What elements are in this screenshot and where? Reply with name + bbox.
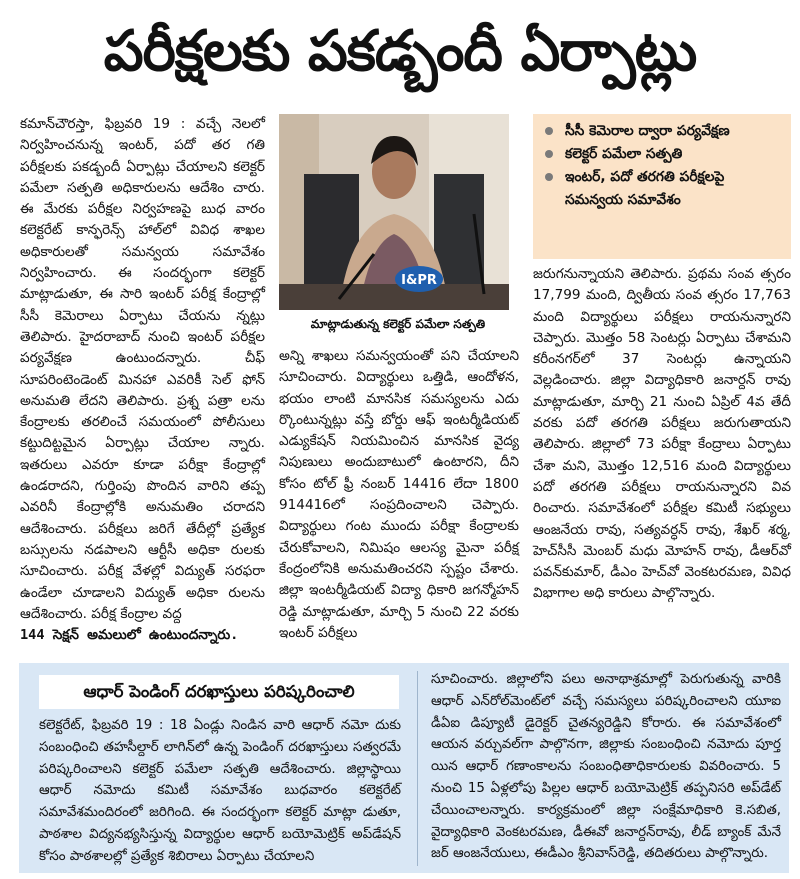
collector-photo-illustration: [279, 114, 509, 310]
aadhaar-news-box: [19, 663, 789, 873]
ipr-logo-text: I&PR: [401, 273, 437, 288]
highlight-item: [543, 120, 781, 143]
article-col1-para: కమాన్‌చౌరస్తా, ఫిబ్రవరి 19 : వచ్చే నెలలో నిర్వహించనున్న ఇంటర్, పదో తర గతి పరీక్షలకు పకడ్బందీ ఏర్పాట్లు చేయాలని కలెక్టర్ పమేలా సత్పతి అధికారులను ఆదేశిం చారు. ఈ మేరకు పరీక్షల నిర్వహణపై బుధ వారం కలెక్టరేట్ కాన్ఫరెన్స్ హాల్‌లో వివిధ శాఖల అధికారులతో సమన్వయ సమావేశం నిర్వహించారు. ఈ సందర్భంగా కలెక్టర్ మాట్లాడుతూ, ఈ సారి ఇంటర్ పరీక్ష కేంద్రాల్లో సీసీ కెమెరాలు ఏర్పాటు చేయను న్నట్లు తెలిపారు. హైదరాబాద్ నుంచి ఇంటర్ పరీక్షల పర్యవేక్షణ ఉంటుందన్నారు. చీఫ్ సూపరింటెండెంట్ మినహా ఎవరికీ సెల్ ఫోన్ అనుమతి లేదని తెలిపారు. ప్రశ్న పత్రా లను కేంద్రాలకు తరలించే సమయంలో పోలీసులు కట్టుదిట్టమైన ఏర్పాట్లు చేయాల న్నారు. ఇతరులు ఎవరూ కూడా పరీక్షా కేంద్రాల్లో ఉండరాదని, గుర్తింపు పొందిన వారిని తప్ప ఎవరినీ కేంద్రాల్లోకి అనుమతిం చరాదని ఆదేశించారు. పరీక్షలు జరిగే తేదీల్లో ప్రత్యేక బస్సులను నడపాలని ఆర్టీసీ అధికా రులకు సూచించారు. పరీక్ష వేళల్లో విద్యుత్ సరఫరా ఉండేలా చూడాలని విద్యుత్ అధికా రులను ఆదేశించారు. పరీక్ష కేంద్రాల వద్ద: [20, 116, 265, 622]
bullet-icon: [545, 127, 553, 135]
headline: పరీక్షలకు పకడ్బందీ ఏర్పాట్లు: [103, 19, 697, 84]
bullet-icon: [545, 150, 553, 158]
highlight-item: [543, 166, 781, 212]
highlight-text: సీసీ కెమెరాల ద్వారా పర్యవేక్షణ: [565, 123, 730, 139]
highlight-item: [543, 143, 781, 166]
box-headline: ఆధార్ పెండింగ్ దరఖాస్తులు పరిష్కరించాలి: [39, 675, 399, 709]
box-right-column: సూచించారు. జిల్లాలోని పలు అనాథాశ్రమాల్లో పెరుగుతున్న వారికి ఆధార్ ఎన్‌రోల్‌మెంట్‌లో వచ్చే సమస్యలు పరిష్కరించాలని యూఐ డీఏఐ డిప్యూటీ డైరెక్టర్ చైతన్యరెడ్డిని కోరారు. ఈ సమావేశంలో ఆయన వర్చువల్‌గా పాల్గొనగా, జిల్లాకు సంబంధించి నమోదు పూర్త యిన ఆధార్ గణాంకాలను సంబంధితాధికారులకు వివరించారు. 5 నుంచి 15 ఏళ్లలోపు పిల్లల ఆధార్ బయోమెట్రిక్ తప్పనిసరి అప్‌డేట్ చేయించాలన్నారు. కార్యక్రమంలో జిల్లా సంక్షేమాధికారి కె.సబిత, వైద్యాధికారి వెంకటరమణ, డీఈవో జనార్దన్‌రావు, లీడ్ బ్యాంక్ మేనే జర్ ఆంజనేయులు, ఈడీఎం శ్రీనివాస్‌రెడ్డి, తదితరులు పాల్గొన్నారు.: [431, 672, 781, 862]
article-column-3: జరుగనున్నాయని తెలిపారు. ప్రథమ సంవ త్సరం 17,799 మంది, ద్వితీయ సంవ త్సరం 17,763 మంది విద్యార్థులు పరీక్షలు రాయనున్నారని చెప్పారు. మొత్తం 58 సెంటర్లు ఏర్పాటు చేశామని కరీంనగర్‌లో 37 సెంటర్లు ఉన్నాయని వెల్లడించారు. జిల్లా విద్యాధికారి జనార్దన్ రావు మాట్లాడుతూ, మార్చి 21 నుంచి ఏప్రిల్ 4వ తేదీ వరకు పదో తరగతి పరీక్షలు జరుగుతాయని తెలిపారు. జిల్లాలో 73 పరీక్షా కేంద్రాలు ఏర్పాటు చేశా మని, మొత్తం 12,516 మంది విద్యార్థులు పదో తరగతి పరీక్షలు రాయనున్నారని వివ రించారు. సమావేశంలో పరీక్షల కమిటీ సభ్యులు ఆంజనేయ రావు, సత్యవర్ధన్ రావు, శేఖర్ శర్మ, హెచ్‌సీసీ మెంబర్ మధు మోహన్ రావు, డీఆర్‌వో పవన్‌కుమార్, డీఎం హెచ్‌వో వెంకటరమణ, వివిధ విభాగాల అధి కారులు పాల్గొన్నారు.: [533, 266, 791, 602]
column-divider: [417, 671, 418, 866]
box-left-column: కలెక్టరేట్, ఫిబ్రవరి 19 : 18 ఏండ్లు నిండిన వారి ఆధార్ నమో దుకు సంబంధించి తహసీల్దార్ లాగిన్‌లో ఉన్న పెండింగ్ దరఖాస్తులు సత్వరమే పరిష్కరించాలని కలెక్టర్ పమేలా సత్పతి ఆదేశించారు. జిల్లాస్థాయి ఆధార్ నమోదు కమిటీ సమావేశం బుధవారం కలెక్టరేట్ సమావేశమందిరంలో జరిగింది. ఈ సందర్భంగా కలెక్టర్ మాట్లా డుతూ, పాఠశాల విద్యనభ్యసిస్తున్న విద్యార్థుల ఆధార్ బయోమెట్రిక్ అప్‌డేషన్ కోసం పాఠశాలల్లో ప్రత్యేక శిబిరాలు ఏర్పాటు చేయాలని: [39, 718, 401, 864]
highlight-text: కలెక్టర్ పమేలా సత్పతి: [565, 146, 683, 162]
bullet-icon: [545, 173, 553, 181]
photo-caption: మాట్లాడుతున్న కలెక్టర్ పమేలా సత్పతి: [310, 317, 486, 331]
collector-photo: [279, 114, 509, 310]
highlights-box: [533, 114, 791, 259]
highlight-text: ఇంటర్, పదో తరగతి పరీక్షలపై సమన్వయ సమావేశం: [565, 169, 725, 208]
article-col1-last-line: 144 సెక్షన్ అమలులో ఉంటుందన్నారు.: [20, 627, 239, 644]
article-column-1: [20, 114, 265, 659]
article-column-2: అన్ని శాఖలు సమన్వయంతో పని చేయాలని సూచించారు. విద్యార్థులు ఒత్తిడి, ఆందోళన, భయం లాంటి మానసిక సమస్యలను ఎదు ర్కొంటున్నట్లు వస్తే బోర్డు ఆఫ్ ఇంటర్మీడియట్ ఎడ్యుకేషన్ నియమించిన మానసిక వైద్య నిపుణులు అందుబాటులో ఉంటారని, దీని కోసం టోల్ ఫ్రీ నంబర్ 14416 లేదా 1800 914416లో సంప్రదించాలని చెప్పారు. విద్యార్థులు గంట ముందు పరీక్షా కేంద్రాలకు చేరుకోవాలని, నిమిషం ఆలస్య మైనా పరీక్ష కేంద్రంలోనికి అనుమతించరని స్పష్టం చేశారు. జిల్లా ఇంటర్మీడియట్ విద్యా ధికారి జగన్మోహన్ రెడ్డి మాట్లాడుతూ, మార్చి 5 నుంచి 22 వరకు ఇంటర్ పరీక్షలు: [279, 348, 519, 641]
